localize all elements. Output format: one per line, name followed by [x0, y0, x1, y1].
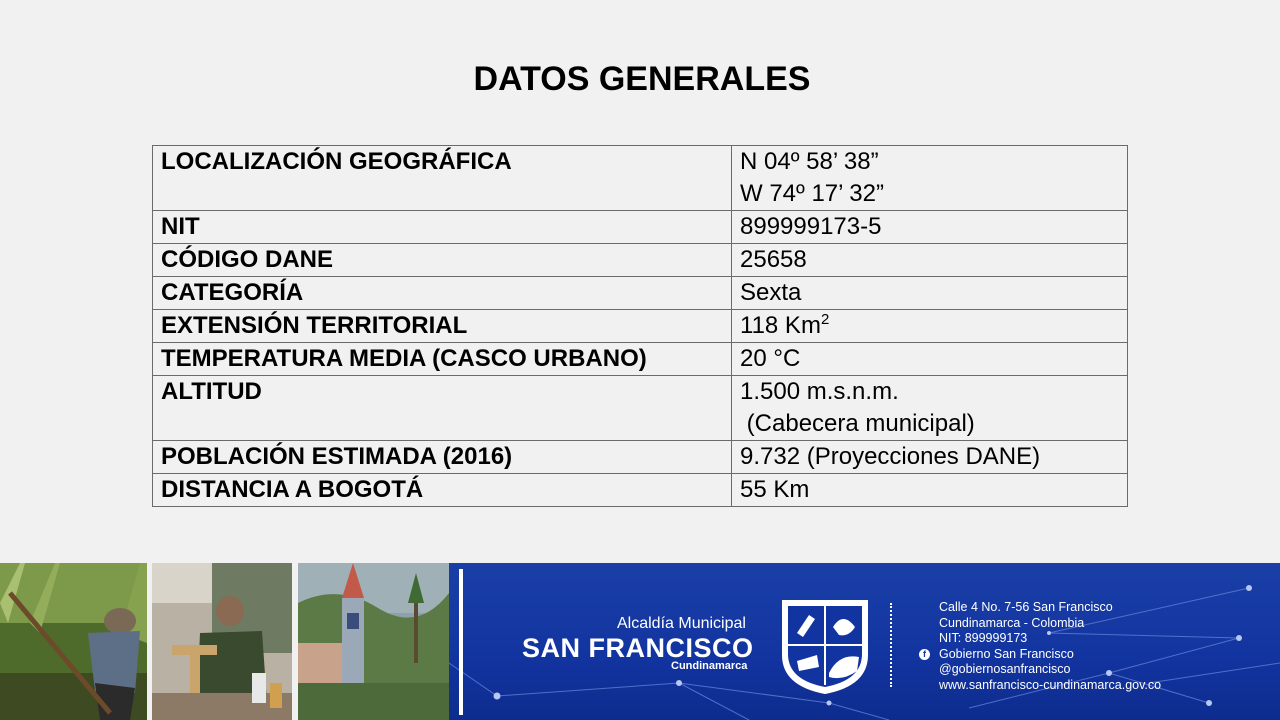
general-data-table	[152, 145, 1128, 507]
value-line: N 04º 58’ 38”	[740, 148, 879, 175]
row-label: EXTENSIÓN TERRITORIAL	[153, 310, 732, 343]
banner-divider	[459, 569, 463, 715]
table-row	[153, 244, 1128, 277]
contact-separator	[890, 603, 894, 687]
church-photo	[298, 563, 449, 720]
row-value: 9.732 (Proyecciones DANE)	[732, 441, 1128, 474]
row-value	[732, 376, 1128, 441]
value-line: 1.500 m.s.n.m.	[740, 378, 899, 405]
row-label: TEMPERATURA MEDIA (CASCO URBANO)	[153, 343, 732, 376]
table-row	[153, 211, 1128, 244]
brand-main: SAN FRANCISCO	[522, 633, 754, 663]
row-label: CATEGORÍA	[153, 277, 732, 310]
location-line: Cundinamarca - Colombia	[939, 615, 1085, 630]
address-line: Calle 4 No. 7-56 San Francisco	[939, 600, 1113, 614]
contact-info	[923, 600, 1162, 693]
table-row	[153, 474, 1128, 507]
row-value: 20 °C	[732, 343, 1128, 376]
row-label: NIT	[153, 211, 732, 244]
row-label: ALTITUD	[153, 376, 732, 441]
table-row	[153, 343, 1128, 376]
coat-of-arms-icon	[779, 597, 871, 695]
table-row	[153, 441, 1128, 474]
facebook-row	[923, 646, 1161, 663]
farmer-photo	[0, 563, 147, 720]
row-label: LOCALIZACIÓN GEOGRÁFICA	[153, 146, 732, 211]
market-photo	[152, 563, 292, 720]
brand-top: Alcaldía Municipal	[617, 615, 746, 632]
row-value: 25658	[732, 244, 1128, 277]
value-line: (Cabecera municipal)	[740, 410, 975, 437]
municipal-banner	[449, 563, 1280, 720]
table-row	[153, 146, 1128, 211]
row-value	[732, 310, 1128, 343]
brand-sub: Cundinamarca	[671, 660, 748, 672]
footer-banner	[0, 563, 1280, 720]
value-text: 118 Km	[740, 312, 821, 339]
row-label: CÓDIGO DANE	[153, 244, 732, 277]
row-value	[732, 146, 1128, 211]
nit-line: NIT: 899999173	[939, 631, 1028, 645]
table-row	[153, 277, 1128, 310]
page-title: DATOS GENERALES	[473, 60, 811, 98]
table-row	[153, 310, 1128, 343]
website-link[interactable]: www.sanfrancisco-cundinamarca.gov.co	[939, 677, 1162, 692]
value-line: W 74º 17’ 32”	[740, 180, 884, 207]
row-value: 55 Km	[732, 474, 1128, 507]
row-label: POBLACIÓN ESTIMADA (2016)	[153, 441, 732, 474]
row-value: 899999173-5	[732, 211, 1128, 244]
social-handle[interactable]: @gobiernosanfrancisco	[939, 662, 1071, 676]
facebook-icon: f	[919, 649, 930, 660]
facebook-page[interactable]: Gobierno San Francisco	[939, 646, 1074, 661]
row-label: DISTANCIA A BOGOTÁ	[153, 474, 732, 507]
superscript: 2	[820, 311, 830, 328]
table-row	[153, 376, 1128, 441]
row-value: Sexta	[732, 277, 1128, 310]
